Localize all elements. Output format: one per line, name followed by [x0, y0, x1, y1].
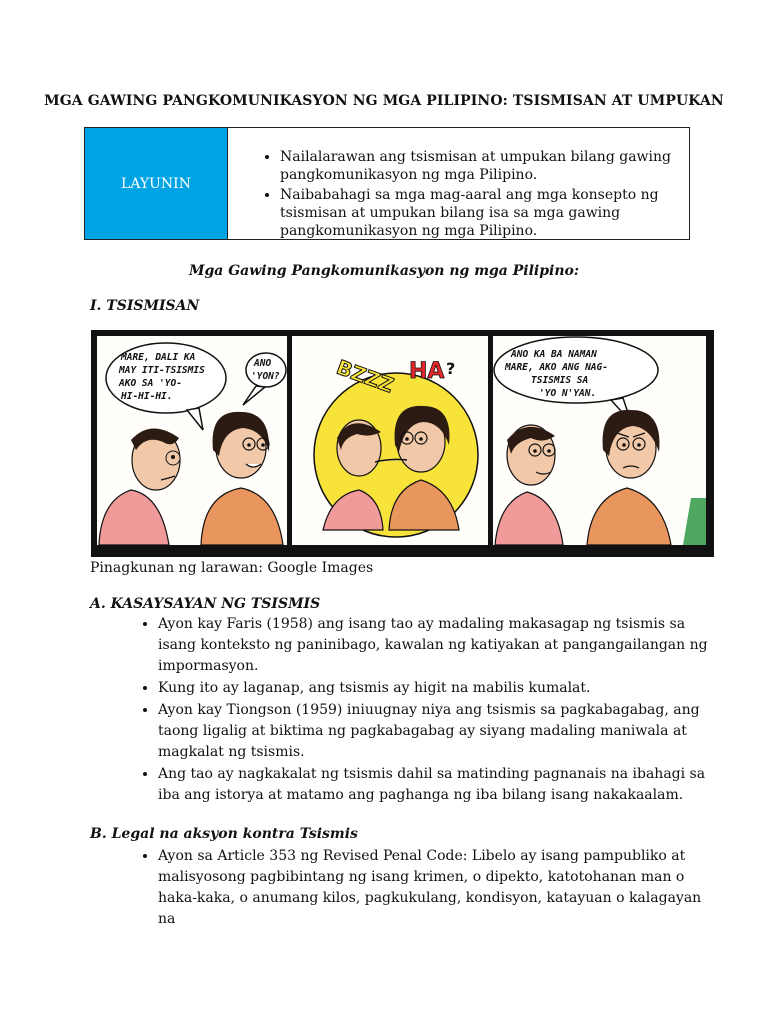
objectives-table — [84, 127, 690, 240]
bubble-text: MARE, DALI KA — [121, 352, 196, 363]
section-heading-legal: B. Legal na aksyon kontra Tsismis — [90, 826, 358, 842]
bubble-text: MAY ITI-TSISMIS — [119, 365, 205, 376]
objectives-list — [228, 128, 689, 239]
image-caption: Pinagkunan ng larawan: Google Images — [90, 560, 374, 576]
list-item: • Ayon kay Faris (1958) ang isang tao ay madaling makasagap ng tsismis sa isang konteksto ng paninibago, kawalan ng katiyakan at pangangailangan ng impormasyon. — [158, 614, 718, 677]
comic-strip — [91, 330, 714, 557]
bubble-text: 'YO N'YAN. — [539, 388, 597, 399]
sfx-ha: HA — [409, 359, 445, 384]
bubble-text: 'YON? — [251, 371, 280, 382]
kasaysayan-list — [130, 614, 718, 807]
objective-item: • Naibabahagi sa mga mag-aaral ang mga konsepto ng tsismisan at umpukan bilang isa sa mga gawing pangkomunikasyon ng mga Pilipino. — [280, 186, 679, 240]
bubble-text: AKO SA 'YO- — [119, 378, 182, 389]
list-item: • Ang tao ay nagkakalat ng tsismis dahil sa matinding pagnanais na ibahagi sa iba ang istorya at matamo ang paghanga ng iba bilang isang nakakaalam. — [158, 764, 718, 806]
bubble-text: ANO KA BA NAMAN — [511, 349, 597, 360]
section-heading-kasaysayan: A. KASAYSAYAN NG TSISMIS — [90, 596, 321, 612]
sfx-bzz: BZZZ — [333, 354, 397, 398]
bubble-text: MARE, AKO ANG NAG- — [505, 362, 608, 373]
list-item: • Ayon kay Tiongson (1959) iniuugnay niya ang tsismis sa pagkabagabag, ang taong ligalig at biktima ng pagkabagabag ay siyang madaling maniwala at magkalat ng tsismis. — [158, 700, 718, 763]
legal-list — [130, 846, 718, 931]
bubble-text: TSISMIS SA — [531, 375, 589, 386]
bubble-text: HI-HI-HI. — [121, 391, 173, 402]
comic-illustration — [91, 330, 714, 557]
page-title: MGA GAWING PANGKOMUNIKASYON NG MGA PILIPINO: TSISMISAN AT UMPUKAN — [44, 93, 724, 109]
objectives-label: LAYUNIN — [85, 128, 228, 239]
bubble-text: ANO — [254, 358, 272, 369]
list-item: • Ayon sa Article 353 ng Revised Penal Code: Libelo ay isang pampubliko at malisyosong pagbibintang ng isang krimen, o dipekto, katotohanan man o haka-kaka, o anumang kilos, pagkukulang, kondisyon, katayuan o kalagayan na — [158, 846, 718, 930]
section-heading-tsismisan: I. TSISMISAN — [90, 298, 200, 314]
list-item: • Kung ito ay laganap, ang tsismis ay higit na mabilis kumalat. — [158, 678, 718, 699]
sfx-question: ? — [446, 359, 456, 378]
objective-item: • Nailalarawan ang tsismisan at umpukan bilang gawing pangkomunikasyon ng mga Pilipino. — [280, 148, 679, 184]
subtitle: Mga Gawing Pangkomunikasyon ng mga Pilipino: — [188, 263, 580, 279]
